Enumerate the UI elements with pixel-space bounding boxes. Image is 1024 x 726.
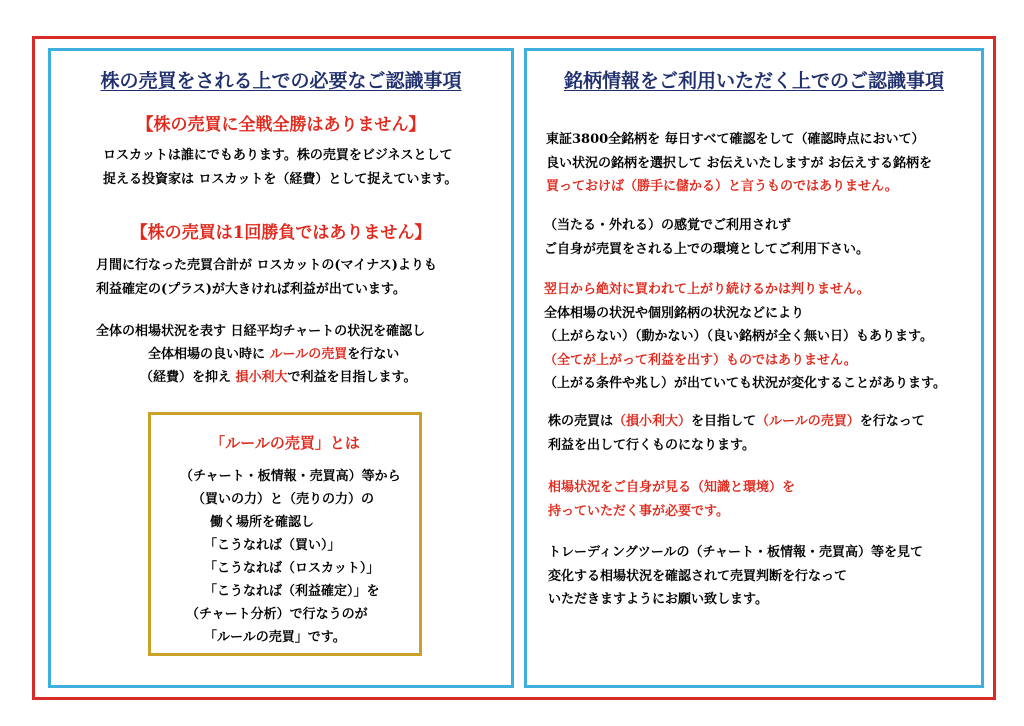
right-panel-title: 銘柄情報をご利用いただく上でのご認識事項	[563, 70, 944, 92]
right-block-4: 株の売買は（損小利大）を目指して（ルールの売買）を行なって 利益を出して行くものになります。	[548, 414, 925, 453]
left-paragraph-1: ロスカットは誰にでもあります。株の売買をビジネスとして 捉える投資家は ロスカットを（経費）として捉えています。	[103, 148, 458, 187]
rule-box-line-8: 「ルールの売買」です。	[204, 630, 346, 645]
right-block-5: 相場状況をご自身が見る（知識と環境）を 持っていただく事が必要です。	[548, 480, 796, 519]
right-block-3: 翌日から絶対に買われて上がり続けるかは判りません。 全体相場の状況や個別銘柄の状況などにより （上がらない）（動かない）（良い銘柄が全く無い日）もあります。 （全てが上がって利益を出す）ものではありません。 （上がる条件や兆し）が出ていても状況が変化することがあります。	[544, 282, 946, 391]
left-paragraph-3-line-1: 全体の相場状況を表す 日経平均チャートの状況を確認し	[96, 324, 426, 339]
left-panel-title: 株の売買をされる上での必要なご認識事項	[100, 70, 462, 92]
rule-box-line-5: 「こうなれば（ロスカット）」	[204, 561, 380, 576]
left-heading-no-perfect-record: 【株の売買に全戦全勝はありません】	[136, 115, 426, 135]
rule-box-line-1: （チャート・板情報・売買高）等から	[180, 469, 401, 484]
left-paragraph-3-line-2: 全体相場の良い時に ルールの売買を行ない	[148, 347, 400, 362]
rule-box-line-4: 「こうなれば（買い）」	[204, 538, 341, 553]
right-block-1: 東証3800全銘柄を 毎日すべて確認をして（確認時点において） 良い状況の銘柄を選択して お伝えいたしますが お伝えする銘柄を 買っておけば（勝手に儲かる）と言うものではありません。	[546, 132, 933, 194]
rule-box-line-7: （チャート分析）で行なうのが	[186, 607, 368, 622]
rule-box-line-2: （買いの力）と（売りの力）の	[192, 492, 375, 507]
rule-trading-title: 「ルールの売買」とは	[210, 434, 360, 452]
left-paragraph-2: 月間に行なった売買合計が ロスカットの(マイナス)よりも 利益確定の(プラス)が大きければ利益が出ています。	[96, 258, 437, 297]
right-block-6: トレーディングツールの（チャート・板情報・売買高）等を見て 変化する相場状況を確認されて売買判断を行なって いただきますようにお願い致します。	[548, 545, 924, 607]
left-paragraph-3-line-3: （経費）を抑え 損小利大で利益を目指します。	[140, 370, 417, 385]
right-block-2: （当たる・外れる）の感覚でご利用されず ご自身が売買をされる上での環境としてご利用下さい。	[544, 218, 870, 257]
rule-box-line-6: 「こうなれば（利益確定）」を	[204, 584, 380, 599]
left-heading-not-one-shot: 【株の売買は1回勝負ではありません】	[130, 223, 432, 243]
rule-box-line-3: 働く場所を確認し	[210, 515, 315, 530]
